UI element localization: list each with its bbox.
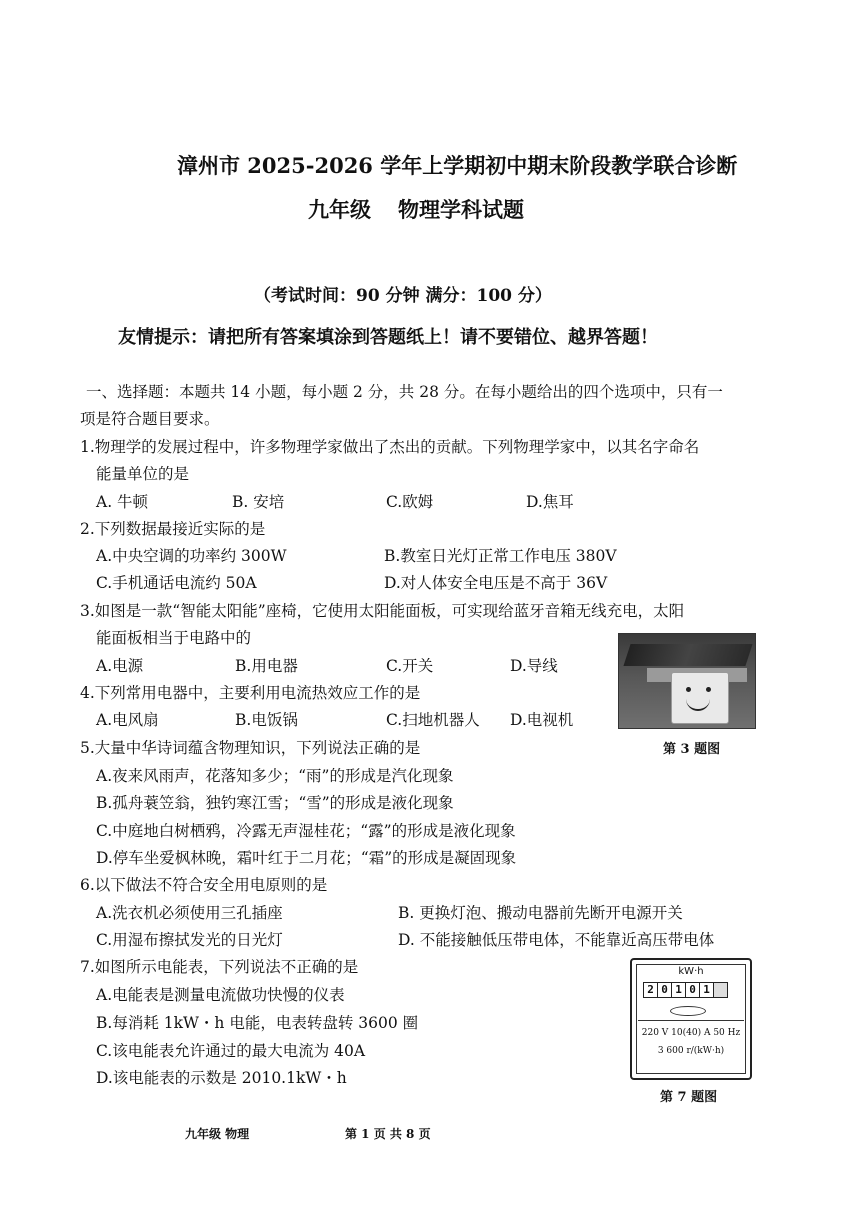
q7-option-c[interactable]: C.该电能表允许通过的最大电流为 40A (96, 1042, 366, 1060)
q7-option-d[interactable]: D.该电能表的示数是 2010.1kW・h (96, 1069, 347, 1087)
face-eye-right (706, 687, 711, 692)
exam-title: 漳州市 2025-2026 学年上学期初中期末阶段教学联合诊断 (177, 153, 738, 178)
q1-option-a[interactable]: A. 牛顿 (96, 493, 149, 511)
q3-option-b[interactable]: B.用电器 (235, 657, 298, 675)
q2-option-c[interactable]: C.手机通话电流约 50A (96, 574, 257, 592)
q3-option-d[interactable]: D.导线 (510, 657, 558, 675)
q1-option-b[interactable]: B. 安培 (232, 493, 285, 511)
meter-digit: 2 (644, 983, 658, 997)
meter-digit: 1 (700, 983, 714, 997)
grade-label: 九年级 (308, 197, 371, 222)
q3-option-a[interactable]: A.电源 (96, 657, 144, 675)
q1-stem-line1: 1.物理学的发展过程中，许多物理学家做出了杰出的贡献。下列物理学家中，以其名字命名 (80, 438, 700, 456)
footer-subject: 九年级 物理 (185, 1127, 250, 1141)
q5-stem: 5.大量中华诗词蕴含物理知识，下列说法正确的是 (80, 739, 421, 757)
bench-base (671, 672, 729, 724)
subject-label: 物理学科试题 (398, 197, 524, 222)
q6-option-c[interactable]: C.用湿布擦拭发光的日光灯 (96, 931, 283, 949)
solar-panel (623, 644, 752, 666)
meter-digit-decimal-marker (714, 983, 727, 997)
q2-option-a[interactable]: A.中央空调的功率约 300W (96, 547, 287, 565)
meter-divider (638, 1020, 744, 1021)
q1-option-d[interactable]: D.焦耳 (526, 493, 574, 511)
meter-digit: 1 (672, 983, 686, 997)
meter-digits (643, 982, 728, 998)
q7-option-a[interactable]: A.电能表是测量电流做功快慢的仪表 (96, 986, 345, 1004)
q3-stem-line1: 3.如图是一款“智能太阳能”座椅，它使用太阳能面板，可实现给蓝牙音箱无线充电，太阳 (80, 602, 685, 620)
q1-stem-line2: 能量单位的是 (96, 465, 190, 483)
meter-spec-line1: 220 V 10(40) A 50 Hz (641, 1028, 741, 1038)
q4-option-d[interactable]: D.电视机 (510, 711, 574, 729)
q5-option-b[interactable]: B.孤舟蓑笠翁，独钓寒江雪；“雪”的形成是液化现象 (96, 794, 454, 812)
q5-option-d[interactable]: D.停车坐爱枫林晚，霜叶红于二月花；“霜”的形成是凝固现象 (96, 849, 517, 867)
footer-page-number: 第 1 页 共 8 页 (345, 1127, 431, 1141)
section-intro-line2: 项是符合题目要求。 (80, 410, 220, 428)
meter-digit: 0 (686, 983, 700, 997)
friendly-tip: 友情提示：请把所有答案填涂到答题纸上！请不要错位、越界答题！ (118, 327, 658, 348)
q3-stem-line2: 能面板相当于电路中的 (96, 629, 252, 647)
q4-option-b[interactable]: B.电饭锅 (235, 711, 298, 729)
electric-meter-figure (630, 958, 752, 1080)
q2-option-d[interactable]: D.对人体安全电压是不高于 36V (384, 574, 608, 592)
fig3-caption: 第 3 题图 (663, 742, 721, 757)
q4-option-a[interactable]: A.电风扇 (96, 711, 159, 729)
q2-option-b[interactable]: B.教室日光灯正常工作电压 380V (384, 547, 617, 565)
section-intro-line1: 一、选择题：本题共 14 小题，每小题 2 分，共 28 分。在每小题给出的四个选项中，只有一 (86, 383, 723, 401)
exam-info: （考试时间：90 分钟 满分：100 分） (254, 286, 552, 306)
q7-stem: 7.如图所示电能表，下列说法不正确的是 (80, 958, 359, 976)
q2-stem: 2.下列数据最接近实际的是 (80, 520, 266, 538)
q4-option-c[interactable]: C.扫地机器人 (386, 711, 480, 729)
meter-unit: kW·h (678, 966, 704, 977)
meter-digit: 0 (658, 983, 672, 997)
fig7-caption: 第 7 题图 (660, 1090, 718, 1105)
meter-spec-line2: 3 600 r/(kW·h) (657, 1046, 725, 1056)
q4-stem: 4.下列常用电器中，主要利用电流热效应工作的是 (80, 684, 421, 702)
meter-inner-frame (636, 964, 746, 1074)
q5-option-a[interactable]: A.夜来风雨声，花落知多少；“雨”的形成是汽化现象 (96, 767, 454, 785)
q6-option-d[interactable]: D. 不能接触低压带电体，不能靠近高压带电体 (398, 931, 715, 949)
q6-stem: 6.以下做法不符合安全用电原则的是 (80, 876, 328, 894)
face-smile (686, 697, 710, 711)
face-eye-left (686, 687, 691, 692)
meter-disc (670, 1006, 706, 1016)
q7-option-b[interactable]: B.每消耗 1kW・h 电能，电表转盘转 3600 圈 (96, 1014, 419, 1032)
q6-option-b[interactable]: B. 更换灯泡、搬动电器前先断开电源开关 (398, 904, 683, 922)
smart-bench-photo (618, 633, 756, 729)
q5-option-c[interactable]: C.中庭地白树栖鸦，冷露无声湿桂花；“露”的形成是液化现象 (96, 822, 516, 840)
q3-option-c[interactable]: C.开关 (386, 657, 434, 675)
q6-option-a[interactable]: A.洗衣机必须使用三孔插座 (96, 904, 283, 922)
q1-option-c[interactable]: C.欧姆 (386, 493, 434, 511)
